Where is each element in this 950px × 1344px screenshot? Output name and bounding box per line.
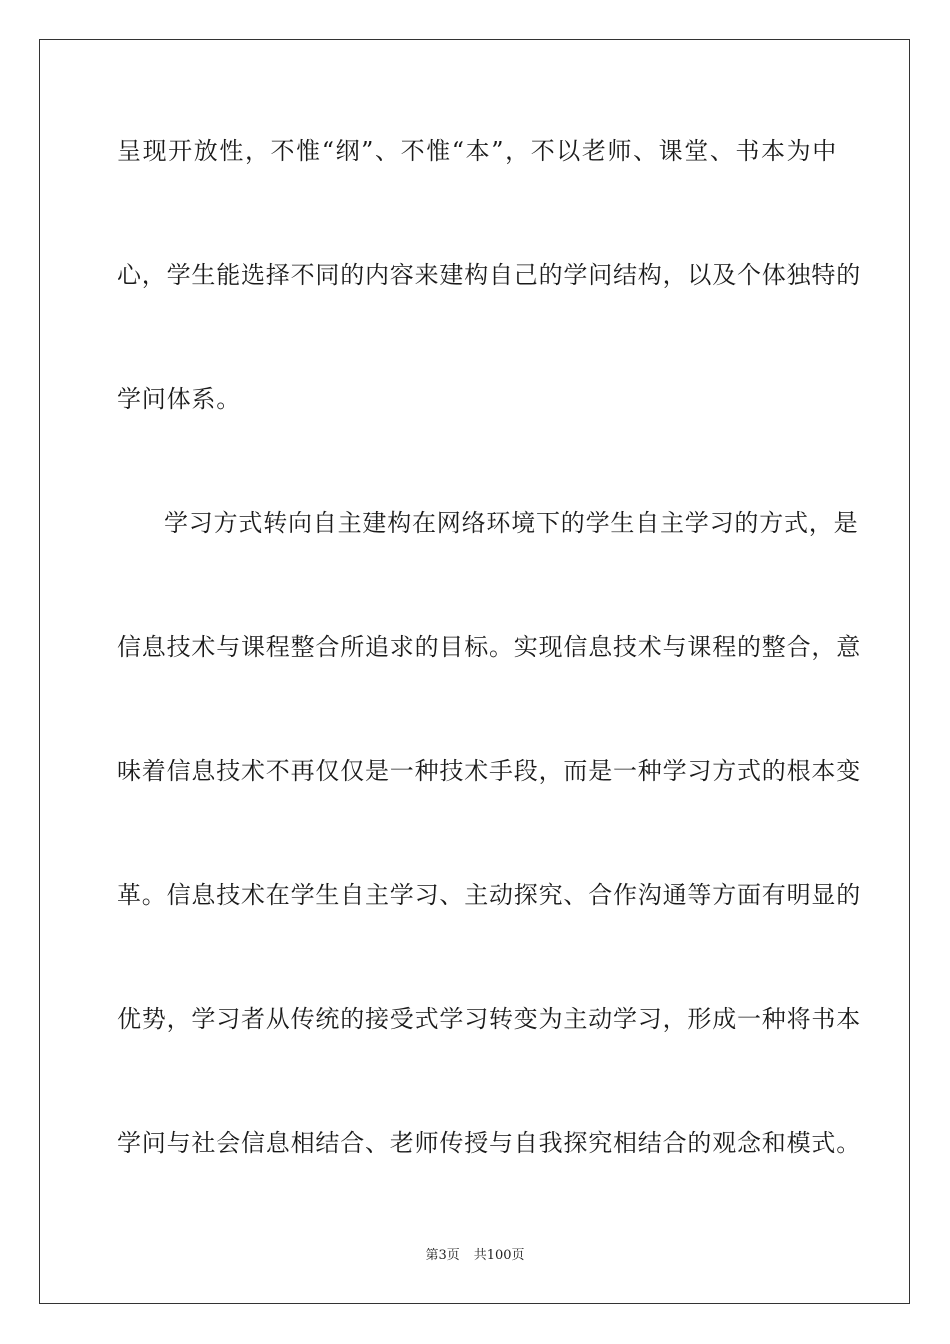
paragraph-line-1: 呈现开放性，不惟“纲”、不惟“本”，不以老师、课堂、书本为中 <box>117 137 837 165</box>
paragraph-line-9: 学问与社会信息相结合、老师传授与自我探究相结合的观念和模式。 <box>117 1129 861 1157</box>
page-number: 第3页 <box>425 1248 460 1263</box>
paragraph-line-7: 革。信息技术在学生自主学习、主动探究、合作沟通等方面有明显的 <box>117 881 861 909</box>
paragraph-line-4: 学习方式转向自主建构在网络环境下的学生自主学习的方式，是 <box>164 509 859 537</box>
paragraph-line-6: 味着信息技术不再仅仅是一种技术手段，而是一种学习方式的根本变 <box>117 757 861 785</box>
paragraph-line-3: 学问体系。 <box>117 385 241 413</box>
paragraph-line-2: 心，学生能选择不同的内容来建构自己的学问结构，以及个体独特的 <box>117 261 861 289</box>
total-pages: 共100页 <box>473 1248 525 1263</box>
paragraph-line-8: 优势，学习者从传统的接受式学习转变为主动学习，形成一种将书本 <box>117 1005 861 1033</box>
page-border <box>39 39 910 1304</box>
page-footer <box>0 1248 950 1264</box>
paragraph-line-5: 信息技术与课程整合所追求的目标。实现信息技术与课程的整合，意 <box>117 633 861 661</box>
